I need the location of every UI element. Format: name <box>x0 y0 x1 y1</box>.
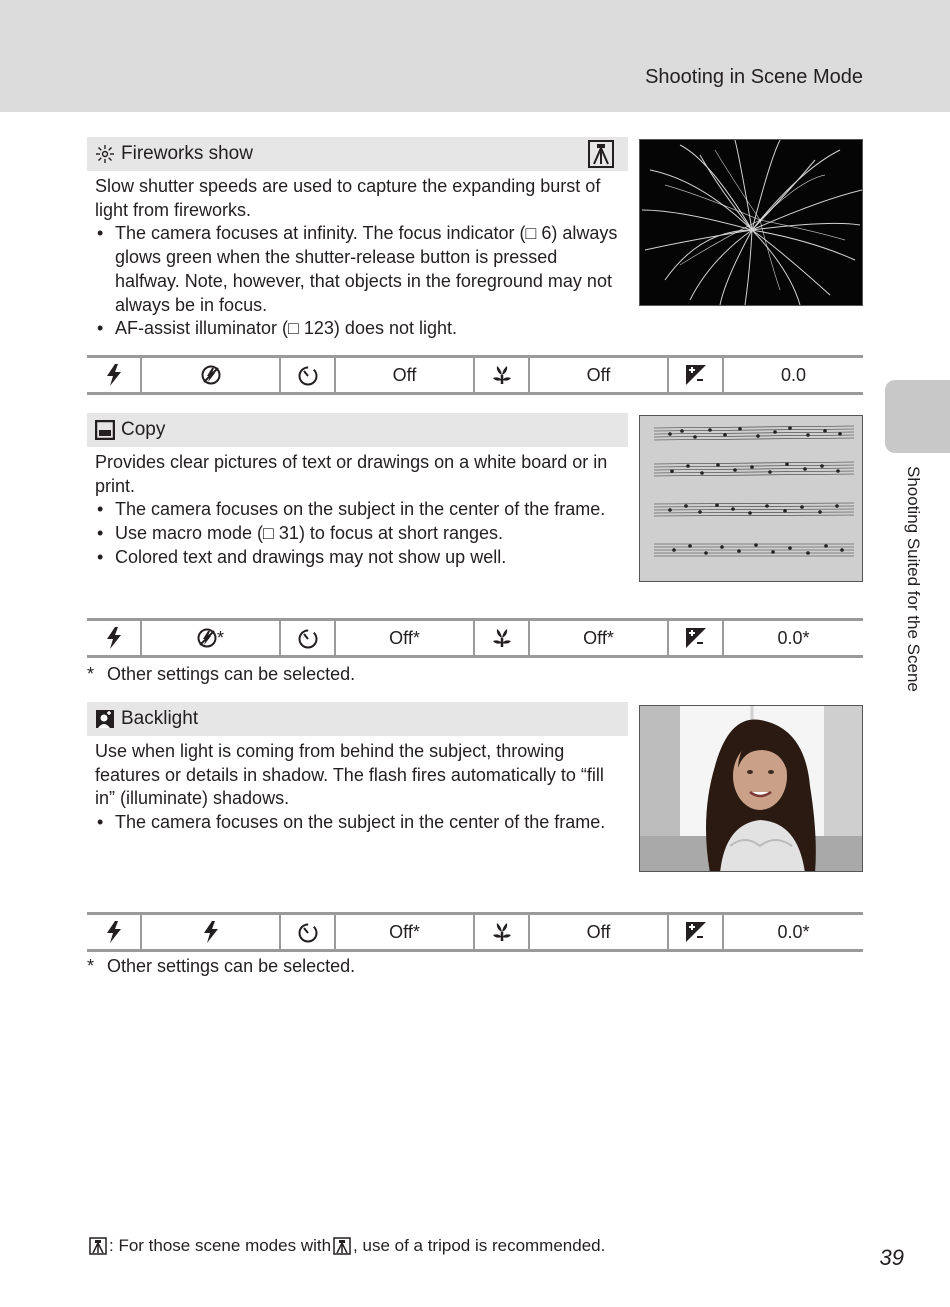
exposure-compensation-icon <box>669 621 724 655</box>
flash-mode-icon <box>87 915 142 949</box>
section-copy <box>87 413 863 603</box>
section-intro: Use when light is coming from behind the subject, throwing features or details in shadow. The flash fires automatically to “fill in” (illuminate) shadows. <box>95 741 604 809</box>
exposure-compensation-icon <box>669 915 724 949</box>
section-fireworks-show <box>87 137 863 347</box>
bullet-item: • Colored text and drawings may not show up well. <box>95 546 625 570</box>
section-backlight <box>87 702 863 877</box>
footnote-copy <box>87 664 355 685</box>
fireworks-photo <box>639 139 863 306</box>
flash-mode-icon <box>87 621 142 655</box>
settings-row-backlight <box>87 912 863 952</box>
flash-mode-icon <box>87 358 142 392</box>
tripod-icon <box>333 1237 351 1255</box>
bullet-item: • AF-assist illuminator (□ 123) does not light. <box>95 317 625 341</box>
section-title: Fireworks show <box>121 143 253 164</box>
macro-value: Off* <box>530 621 669 655</box>
page-header-title: Shooting in Scene Mode <box>645 66 863 88</box>
self-timer-icon <box>281 915 336 949</box>
tripod-icon <box>588 140 614 168</box>
section-body <box>95 451 625 570</box>
section-heading <box>87 702 628 736</box>
footnote-backlight <box>87 956 355 977</box>
settings-row-copy <box>87 618 863 658</box>
tripod-icon <box>89 1237 107 1255</box>
footnote-star: * <box>87 956 95 976</box>
macro-icon <box>475 621 530 655</box>
flash-off-icon <box>197 628 217 648</box>
exposure-value: 0.0* <box>777 627 810 648</box>
portrait-photo <box>639 705 863 872</box>
self-timer-value: Off* <box>336 915 475 949</box>
section-intro: Slow shutter speeds are used to capture the expanding burst of light from fireworks. <box>95 176 601 220</box>
section-body <box>95 175 625 341</box>
section-heading <box>87 137 628 171</box>
tripod-note <box>87 1236 605 1256</box>
flash-value <box>142 358 281 392</box>
bullet-item: • The camera focuses on the subject in the center of the frame. <box>95 811 625 835</box>
bullet-item: • The camera focuses on the subject in the center of the frame. <box>95 498 625 522</box>
section-body <box>95 740 625 835</box>
section-heading <box>87 413 628 447</box>
section-intro: Provides clear pictures of text or drawings on a white board or in print. <box>95 452 608 496</box>
macro-value: Off <box>530 358 669 392</box>
tripod-note-text-2: , use of a tripod is recommended. <box>353 1236 606 1255</box>
bullet-item: • The camera focuses at infinity. The focus indicator (□ 6) always glows green when the shutter-release button is pressed halfway. Note, however, that objects in the foreground may not always be in focus. <box>95 222 625 317</box>
fireworks-icon <box>95 144 115 164</box>
self-timer-value: Off <box>336 358 475 392</box>
footnote-text: Other settings can be selected. <box>107 664 356 684</box>
footnote-star: * <box>87 664 95 684</box>
self-timer-icon <box>281 358 336 392</box>
exposure-value: 0.0* <box>777 921 810 942</box>
copy-icon <box>95 420 115 440</box>
flash-on-icon <box>202 921 220 943</box>
exposure-compensation-icon <box>669 358 724 392</box>
chapter-side-label: Shooting Suited for the Scene <box>904 466 923 692</box>
footnote-text: Other settings can be selected. <box>107 956 356 976</box>
chapter-tab <box>885 380 950 453</box>
flash-off-icon <box>201 365 221 385</box>
self-timer-icon <box>281 621 336 655</box>
flash-value: * <box>142 621 281 655</box>
bullet-item: • Use macro mode (□ 31) to focus at short ranges. <box>95 522 625 546</box>
settings-row-fireworks <box>87 355 863 395</box>
backlight-icon <box>95 709 115 729</box>
exposure-value: 0.0 <box>780 364 807 385</box>
self-timer-value: Off* <box>336 621 475 655</box>
header-band <box>0 0 950 112</box>
macro-value: Off <box>530 915 669 949</box>
section-title: Backlight <box>121 708 199 729</box>
macro-icon <box>475 358 530 392</box>
sheet-music-photo <box>639 415 863 582</box>
tripod-note-text-1: : For those scene modes with <box>109 1236 332 1255</box>
page-number: 39 <box>879 1245 904 1270</box>
macro-icon <box>475 915 530 949</box>
flash-value <box>142 915 281 949</box>
section-title: Copy <box>121 419 166 440</box>
